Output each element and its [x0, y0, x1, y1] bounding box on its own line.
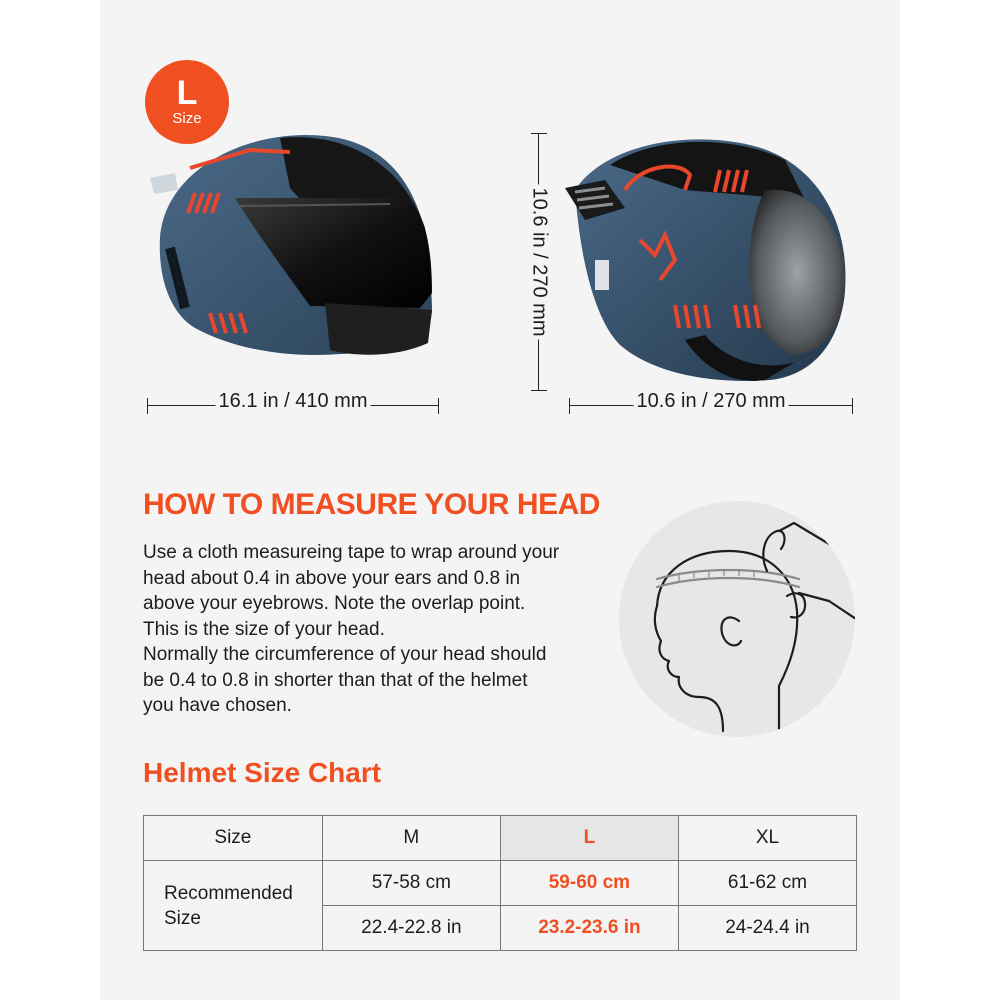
- size-chart-table: [143, 815, 857, 951]
- table-header-row: [144, 816, 857, 861]
- helmet-side-view: [140, 128, 440, 388]
- cell-l-in: 23.2-23.6 in: [500, 906, 678, 951]
- front-height-dimension: [528, 133, 551, 391]
- badge-size-word: Size: [172, 110, 202, 127]
- instruction-line: head about 0.4 in above your ears and 0.8 in: [143, 567, 521, 589]
- row-label-line: Size: [164, 907, 201, 929]
- instruction-line: be 0.4 to 0.8 in shorter than that of the helmet: [143, 669, 528, 691]
- cell-xl-in: 24-24.4 in: [678, 906, 856, 951]
- front-width-label: 10.6 in / 270 mm: [634, 390, 789, 413]
- header-cell-size: Size: [144, 816, 323, 861]
- header-cell-l: L: [500, 816, 678, 861]
- row-label-line: Recommended: [164, 882, 293, 904]
- instruction-line: Normally the circumference of your head should: [143, 644, 547, 665]
- header-cell-m: M: [322, 816, 500, 861]
- head-outline-icon: [619, 501, 855, 737]
- side-width-label: 16.1 in / 410 mm: [216, 390, 371, 413]
- front-width-dimension: [569, 390, 853, 414]
- table-row-cm: [144, 861, 857, 906]
- instruction-line: above your eyebrows. Note the overlap point.: [143, 593, 526, 614]
- measure-instructions: [143, 540, 603, 719]
- front-height-label: 10.6 in / 270 mm: [528, 185, 551, 340]
- instruction-line: Use a cloth measureing tape to wrap around your: [143, 542, 560, 563]
- cell-l-cm: 59-60 cm: [500, 861, 678, 906]
- cell-xl-cm: 61-62 cm: [678, 861, 856, 906]
- row-label-recommended-size: [144, 861, 323, 951]
- measure-heading: HOW TO MEASURE YOUR HEAD: [143, 488, 600, 521]
- helmet-front-view: [565, 130, 855, 390]
- cell-m-cm: 57-58 cm: [322, 861, 500, 906]
- size-chart-heading: Helmet Size Chart: [143, 757, 382, 788]
- side-width-dimension: [147, 390, 439, 414]
- instruction-line: This is the size of your head.: [143, 618, 385, 640]
- badge-size-letter: L: [176, 74, 198, 112]
- instruction-line: you have chosen.: [143, 695, 292, 716]
- cell-m-in: 22.4-22.8 in: [322, 906, 500, 951]
- header-cell-xl: XL: [678, 816, 856, 861]
- head-measure-illustration: [619, 501, 855, 737]
